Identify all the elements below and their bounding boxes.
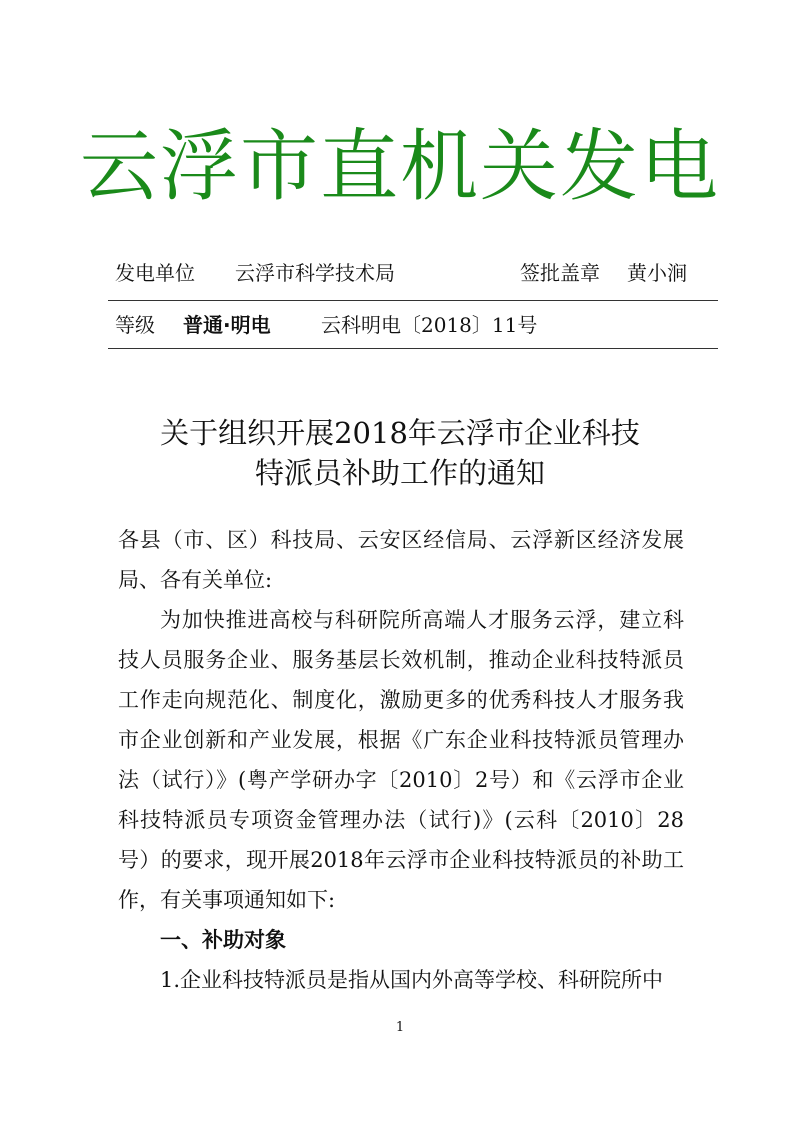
sender-row: [115, 258, 715, 288]
header-divider-top: [108, 300, 718, 301]
sender-label: 发电单位: [115, 261, 195, 285]
document-title-line1: 关于组织开展2018年云浮市企业科技: [160, 416, 640, 450]
signer-value: 黄小涧: [627, 261, 687, 285]
section-heading-1: 一、补助对象: [160, 928, 286, 952]
grade-value: 普通·明电: [183, 313, 271, 337]
document-title-line2: 特派员补助工作的通知: [254, 456, 545, 490]
document-number: 云科明电〔2018〕11号: [321, 313, 538, 337]
page-number: 1: [395, 1020, 405, 1035]
header-divider-bottom: [108, 348, 718, 349]
salutation: 各县（市、区）科技局、云安区经信局、云浮新区经济发展局、各有关单位:: [118, 528, 684, 592]
sender-value: 云浮市科学技术局: [235, 261, 395, 285]
grade-row: [115, 310, 715, 340]
document-body: [118, 520, 684, 1000]
grade-label: 等级: [115, 313, 155, 337]
list-item-1: 1.企业科技特派员是指从国内外高等学校、科研院所中: [160, 968, 664, 992]
signer-label: 签批盖章: [520, 261, 600, 285]
paragraph-intro: 为加快推进高校与科研院所高端人才服务云浮，建立科技人员服务企业、服务基层长效机制，推动企业科技特派员工作走向规范化、制度化，激励更多的优秀科技人才服务我市企业创新和产业发展，根据《广东企业科技特派员管理办法（试行）》(粤产学研办字〔2010〕2号）和《云浮市企业科技特派员专项资金管理办法（试行)》(云科〔2010〕28号）的要求，现开展2018年云浮市企业科技特派员的补助工作，有关事项通知如下:: [118, 608, 684, 912]
masthead-title: 云浮市直机关发电: [79, 122, 720, 212]
